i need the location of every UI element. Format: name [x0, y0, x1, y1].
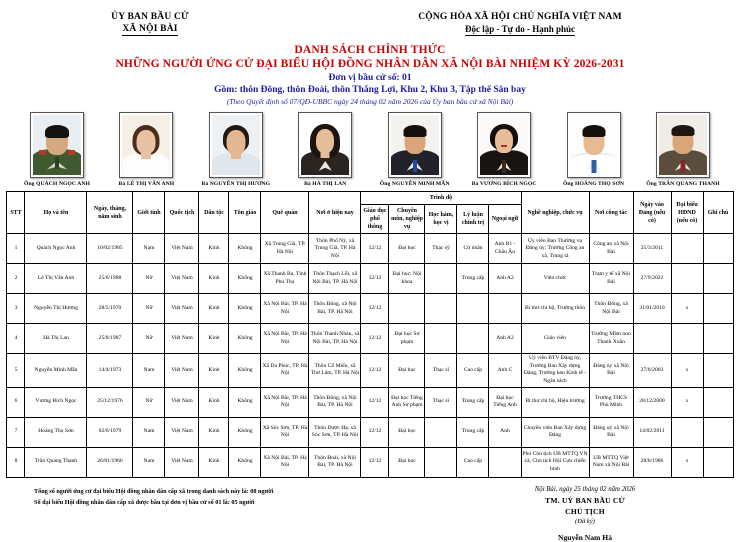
- cell-note: [703, 417, 733, 447]
- cell-gender: Nữ: [133, 387, 165, 417]
- photo-frame: [567, 112, 621, 178]
- cell-edu-degree: [425, 264, 457, 294]
- cell-edu-major: Đại học: [389, 447, 425, 477]
- cell-party-date: [633, 324, 671, 354]
- col-edu-politics: Lý luận chính trị: [457, 205, 489, 234]
- cell-edu-politics: Cử nhân: [457, 234, 489, 264]
- col-edu-general: Giáo dục phổ thông: [361, 205, 389, 234]
- cell-edu-language: [489, 294, 521, 324]
- col-dob: Ngày, tháng, năm sinh: [87, 192, 133, 234]
- cell-hdnd: [671, 417, 703, 447]
- cell-residence: Thôn Đông, xã Nội Bài, TP. Hà Nội: [309, 294, 361, 324]
- cell-nationality: Việt Nam: [165, 387, 199, 417]
- cell-occupation: Chuyên viên Ban Xây dựng Đảng: [521, 417, 589, 447]
- cell-workplace: Đảng ủy xã Nội Bài: [589, 354, 633, 387]
- cell-edu-general: 12/12: [361, 294, 389, 324]
- cell-party-date: 27/6/2003: [633, 354, 671, 387]
- cell-occupation: Ủy viên Ban Thường vụ Đảng ủy; Trưởng Công an xã, Trung tá: [521, 234, 589, 264]
- cell-edu-language: Anh B1 - Châu Âu: [489, 234, 521, 264]
- candidate-caption: Bà HÀ THỊ LAN: [304, 181, 347, 187]
- candidate-photo-1: [18, 112, 96, 187]
- cell-religion: Không: [229, 234, 261, 264]
- cell-edu-degree: Thạc sĩ: [425, 387, 457, 417]
- cell-edu-major: Đại học: [389, 354, 425, 387]
- cell-party-date: 28/12/2000: [633, 387, 671, 417]
- cell-hdnd: x: [671, 354, 703, 387]
- col-fullname: Họ và tên: [25, 192, 87, 234]
- photo-frame: [656, 112, 710, 178]
- candidate-photo-8: [644, 112, 722, 187]
- signed-marker: (Đã ký): [575, 517, 595, 525]
- col-occupation: Nghề nghiệp, chức vụ: [521, 192, 589, 234]
- photo-frame: [209, 112, 263, 178]
- cell-workplace: Trường THCS Phù Minh: [589, 387, 633, 417]
- cell-edu-degree: [425, 324, 457, 354]
- col-gender: Giới tính: [133, 192, 165, 234]
- cell-occupation: Giáo viên: [521, 324, 589, 354]
- cell-residence: Thôn Đông, xã Nội Bài, TP. Hà Nội: [309, 387, 361, 417]
- cell-edu-general: 12/12: [361, 264, 389, 294]
- cell-edu-language: Anh C: [489, 354, 521, 387]
- candidate-caption: Bà VƯƠNG BÍCH NGỌC: [471, 181, 537, 187]
- photo-frame: [30, 112, 84, 178]
- photo-frame: [477, 112, 531, 178]
- cell-residence: Thôn Thạch Lỗi, xã Nội Bài, TP. Hà Nội: [309, 264, 361, 294]
- cell-edu-degree: Thạc sĩ: [425, 354, 457, 387]
- cell-occupation: Viên chức: [521, 264, 589, 294]
- cell-hdnd: [671, 234, 703, 264]
- cell-note: [703, 354, 733, 387]
- candidate-caption: Ông QUÁCH NGỌC ANH: [24, 181, 90, 187]
- authority-line-2: XÃ NỘI BÀI: [122, 24, 178, 34]
- cell-occupation: Uỷ viên BTV Đảng ủy, Trưởng Ban Xây dựng Đảng, Trưởng ban Kinh tế - Ngân sách: [521, 354, 589, 387]
- candidate-photo-3: [197, 112, 275, 187]
- document-footer: [0, 478, 740, 542]
- candidate-caption: Ông HOÀNG THỌ SƠN: [562, 181, 625, 187]
- cell-nationality: Việt Nam: [165, 417, 199, 447]
- cell-edu-general: 12/12: [361, 324, 389, 354]
- cell-religion: Không: [229, 354, 261, 387]
- cell-stt: 5: [7, 354, 25, 387]
- document-header: [0, 0, 740, 36]
- cell-edu-language: Anh: [489, 417, 521, 447]
- col-group-education: Trình độ: [361, 192, 521, 205]
- title-line-1: DANH SÁCH CHÍNH THỨC: [294, 44, 446, 56]
- signer-name: Nguyễn Nam Hà: [557, 532, 612, 542]
- cell-edu-language: [489, 447, 521, 477]
- portrait-quach-ngoc-anh: [33, 115, 81, 175]
- cell-hometown: Xã Nội Bài, TP. Hà Nội: [261, 294, 309, 324]
- cell-edu-general: 12/12: [361, 234, 389, 264]
- cell-name: Vương Bích Ngọc: [25, 387, 87, 417]
- col-edu-degree: Học hàm, học vị: [425, 205, 457, 234]
- cell-note: [703, 447, 733, 477]
- cell-hometown: Xã Sóc Sơn, TP. Hà Nội: [261, 417, 309, 447]
- cell-stt: 3: [7, 294, 25, 324]
- col-party-date: Ngày vào Đảng (nếu có): [633, 192, 671, 234]
- col-religion: Tôn giáo: [229, 192, 261, 234]
- cell-name: Nguyễn Thị Hương: [25, 294, 87, 324]
- cell-hometown: Xã Thanh Ba, Tỉnh Phú Thọ: [261, 264, 309, 294]
- cell-name: Nguyễn Minh Mẫn: [25, 354, 87, 387]
- cell-occupation: Bí thư chi bộ, Trưởng thôn: [521, 294, 589, 324]
- cell-nationality: Việt Nam: [165, 324, 199, 354]
- cell-hometown: Xã Trung Giã, TP. Hà Nội: [261, 234, 309, 264]
- cell-gender: Nữ: [133, 324, 165, 354]
- cell-ethnicity: Kinh: [199, 324, 229, 354]
- cell-religion: Không: [229, 447, 261, 477]
- cell-stt: 6: [7, 387, 25, 417]
- col-hometown: Quê quán: [261, 192, 309, 234]
- cell-edu-major: Đại học Tiếng Anh Sư phạm: [389, 387, 425, 417]
- electoral-unit: Đơn vị bầu cử số: 01: [328, 73, 412, 83]
- cell-edu-politics: Trung cấp: [457, 417, 489, 447]
- cell-gender: Nam: [133, 234, 165, 264]
- cell-edu-degree: Thạc sỹ: [425, 234, 457, 264]
- cell-hometown: Xã Da Phúc, TP. Hà Nội: [261, 354, 309, 387]
- cell-party-date: 25/3/2011: [633, 234, 671, 264]
- cell-residence: Thôn Phố Nỷ, xã Trung Giã, TP. Hà Nội: [309, 234, 361, 264]
- cell-gender: Nam: [133, 447, 165, 477]
- col-edu-language: Ngoại ngữ: [489, 205, 521, 234]
- table-row: [7, 417, 733, 447]
- cell-hdnd: x: [671, 294, 703, 324]
- cell-edu-general: 12/12: [361, 447, 389, 477]
- cell-dob: 25/12/1976: [87, 387, 133, 417]
- title-block: [0, 44, 740, 106]
- cell-occupation: Phó Chủ tịch UB MTTQ VN xã, Chủ tịch Hội Cựu chiến binh: [521, 447, 589, 477]
- table-header-row-1: [7, 192, 733, 205]
- cell-hometown: Xã Nội Bài, TP. Hà Nội: [261, 447, 309, 477]
- col-nationality: Quốc tịch: [165, 192, 199, 234]
- cell-note: [703, 234, 733, 264]
- cell-gender: Nữ: [133, 294, 165, 324]
- total-candidates-line: Tổng số người ứng cử đại biểu Hội đồng nhân dân cấp xã trong danh sách này là: 08 người: [34, 487, 274, 495]
- candidate-photo-6: [465, 112, 543, 187]
- cell-ethnicity: Kinh: [199, 264, 229, 294]
- cell-edu-general: 12/12: [361, 417, 389, 447]
- cell-dob: 02/6/1979: [87, 417, 133, 447]
- cell-edu-politics: [457, 324, 489, 354]
- table-body: [7, 234, 733, 477]
- cell-religion: Không: [229, 417, 261, 447]
- col-residence: Nơi ở hiện nay: [309, 192, 361, 234]
- table-row: [7, 294, 733, 324]
- cell-dob: 14/4/1973: [87, 354, 133, 387]
- candidate-caption: Ông NGUYỄN MINH MẪN: [379, 181, 450, 187]
- cell-edu-major: Đại học: [389, 234, 425, 264]
- table-row: [7, 324, 733, 354]
- cell-ethnicity: Kinh: [199, 234, 229, 264]
- candidate-photo-7: [555, 112, 633, 187]
- cell-note: [703, 294, 733, 324]
- cell-nationality: Việt Nam: [165, 447, 199, 477]
- cell-workplace: Trạm y tế xã Nội Bài: [589, 264, 633, 294]
- cell-hdnd: x: [671, 447, 703, 477]
- issuing-authority: [0, 12, 300, 36]
- col-hdnd-delegate: Đại biểu HĐND (nếu có): [671, 192, 703, 234]
- col-workplace: Nơi công tác: [589, 192, 633, 234]
- national-heading: [300, 12, 740, 36]
- cell-hdnd: [671, 264, 703, 294]
- cell-stt: 8: [7, 447, 25, 477]
- cell-religion: Không: [229, 387, 261, 417]
- cell-party-date: 27/9/2022: [633, 264, 671, 294]
- decision-reference: (Theo Quyết định số 07/QĐ-UBBC ngày 24 tháng 02 năm 2026 của Ủy ban bầu cử xã Nội Bài): [226, 97, 514, 106]
- title-line-2: NHỮNG NGƯỜI ỨNG CỬ ĐẠI BIỂU HỘI ĐỒNG NHÂN DÂN XÃ NỘI BÀI NHIỆM KỲ 2026-2031: [115, 58, 625, 70]
- cell-hdnd: x: [671, 387, 703, 417]
- photo-frame: [298, 112, 352, 178]
- signing-organization: TM. UỶ BAN BẦU CỬ: [545, 495, 625, 505]
- cell-dob: 28/5/1970: [87, 294, 133, 324]
- candidate-caption: Ông TRẦN QUANG THANH: [646, 181, 720, 187]
- country-name: CỘNG HÒA XÃ HỘI CHỦ NGHĨA VIỆT NAM: [418, 12, 622, 22]
- cell-gender: Nam: [133, 354, 165, 387]
- candidate-caption: Bà NGUYỄN THỊ HƯƠNG: [201, 181, 271, 187]
- cell-religion: Không: [229, 324, 261, 354]
- cell-name: Trần Quang Thanh: [25, 447, 87, 477]
- cell-edu-politics: Trung cấp: [457, 264, 489, 294]
- cell-stt: 4: [7, 324, 25, 354]
- cell-edu-politics: [457, 294, 489, 324]
- cell-edu-politics: Trung cấp: [457, 387, 489, 417]
- cell-name: Hoàng Thọ Sơn: [25, 417, 87, 447]
- cell-edu-major: Đại học Sư phạm: [389, 324, 425, 354]
- cell-nationality: Việt Nam: [165, 264, 199, 294]
- cell-workplace: Đảng uỷ xã Nội Bài: [589, 417, 633, 447]
- place-and-date: Nội Bài, ngày 25 tháng 02 năm 2026: [534, 485, 636, 493]
- cell-ethnicity: Kinh: [199, 387, 229, 417]
- cell-hometown: Xã Nội Bài, TP. Hà Nội: [261, 387, 309, 417]
- cell-ethnicity: Kinh: [199, 447, 229, 477]
- candidate-caption: Bà LÊ THỊ VÂN ANH: [118, 181, 175, 187]
- signer-role: CHỦ TỊCH: [565, 506, 605, 516]
- cell-edu-general: 12/12: [361, 387, 389, 417]
- cell-dob: 25/6/1988: [87, 264, 133, 294]
- cell-nationality: Việt Nam: [165, 234, 199, 264]
- cell-edu-major: Đại học: [389, 417, 425, 447]
- cell-gender: Nữ: [133, 264, 165, 294]
- cell-religion: Không: [229, 294, 261, 324]
- national-motto: Độc lập - Tự do - Hạnh phúc: [464, 24, 575, 34]
- portrait-ha-thi-lan: [301, 115, 349, 175]
- cell-stt: 7: [7, 417, 25, 447]
- cell-edu-degree: [425, 417, 457, 447]
- cell-note: [703, 264, 733, 294]
- col-edu-major: Chuyên môn, nghiệp vụ: [389, 205, 425, 234]
- cell-hometown: Xã Nội Bài, TP. Hà Nội: [261, 324, 309, 354]
- cell-edu-major: Đại học: Nội khoa: [389, 264, 425, 294]
- cell-workplace: Công an xã Nội Bài: [589, 234, 633, 264]
- portrait-vuong-bich-ngoc: [480, 115, 528, 175]
- cell-gender: Nam: [133, 417, 165, 447]
- cell-name: Quách Ngọc Anh: [25, 234, 87, 264]
- col-ethnicity: Dân tộc: [199, 192, 229, 234]
- cell-edu-major: [389, 294, 425, 324]
- cell-dob: 10/02/1985: [87, 234, 133, 264]
- cell-ethnicity: Kinh: [199, 354, 229, 387]
- cell-residence: Thôn Dược Hạ, xã Sóc Sơn, TP. Hà Nội: [309, 417, 361, 447]
- cell-edu-language: Anh A2: [489, 264, 521, 294]
- cell-workplace: UB MTTQ Việt Nam xã Nội Bài: [589, 447, 633, 477]
- cell-nationality: Việt Nam: [165, 354, 199, 387]
- candidate-photo-row: [0, 106, 740, 187]
- cell-residence: Thôn Cổ Miếu, xã Thư Lâm, TP. Hà Nội: [309, 354, 361, 387]
- cell-edu-politics: Cao cấp: [457, 354, 489, 387]
- table-row: [7, 447, 733, 477]
- portrait-nguyen-minh-man: [391, 115, 439, 175]
- cell-name: Lê Thị Vân Anh: [25, 264, 87, 294]
- cell-workplace: Thôn Đông, xã Nội Bài: [589, 294, 633, 324]
- cell-dob: 25/8/1987: [87, 324, 133, 354]
- col-stt: STT: [7, 192, 25, 234]
- cell-residence: Thôn Đoài, xã Nội Bài, TP. Hà Nội: [309, 447, 361, 477]
- cell-ethnicity: Kinh: [199, 294, 229, 324]
- cell-edu-language: Đại học Tiếng Anh: [489, 387, 521, 417]
- candidate-photo-5: [376, 112, 454, 187]
- cell-party-date: 31/01/2010: [633, 294, 671, 324]
- cell-name: Hà Thị Lan: [25, 324, 87, 354]
- candidate-photo-2: [107, 112, 185, 187]
- table-row: [7, 234, 733, 264]
- summary-block: [0, 486, 430, 542]
- cell-edu-language: Anh A2: [489, 324, 521, 354]
- portrait-nguyen-thi-huong: [212, 115, 260, 175]
- cell-dob: 26/01/1966: [87, 447, 133, 477]
- photo-frame: [119, 112, 173, 178]
- cell-stt: 2: [7, 264, 25, 294]
- cell-residence: Thôn Thanh Nhàn, xã Nội Bài, TP. Hà Nội: [309, 324, 361, 354]
- cell-note: [703, 387, 733, 417]
- cell-hdnd: [671, 324, 703, 354]
- cell-edu-general: 12/12: [361, 354, 389, 387]
- photo-frame: [388, 112, 442, 178]
- cell-edu-degree: [425, 294, 457, 324]
- cell-religion: Không: [229, 264, 261, 294]
- table-row: [7, 387, 733, 417]
- portrait-tran-quang-thanh: [659, 115, 707, 175]
- cell-party-date: 14/02/2011: [633, 417, 671, 447]
- candidate-photo-4: [286, 112, 364, 187]
- cell-edu-politics: Cao cấp: [457, 447, 489, 477]
- portrait-le-thi-van-anh: [122, 115, 170, 175]
- cell-note: [703, 324, 733, 354]
- portrait-hoang-tho-son: [570, 115, 618, 175]
- cell-party-date: 28/6/1986: [633, 447, 671, 477]
- table-row: [7, 264, 733, 294]
- cell-edu-degree: [425, 447, 457, 477]
- cell-ethnicity: Kinh: [199, 417, 229, 447]
- electoral-scope: Gồm: thôn Đông, thôn Đoài, thôn Thắng Lợi, Khu 2, Khu 3, Tập thể Sân bay: [214, 85, 526, 95]
- seats-line: Số đại biểu Hội đồng nhân dân cấp xã được bầu tại đơn vị bầu cử số 01 là: 05 người: [34, 499, 255, 507]
- cell-stt: 1: [7, 234, 25, 264]
- cell-occupation: Bí thư chi bộ, Hiệu trưởng: [521, 387, 589, 417]
- authority-line-1: ỦY BAN BẦU CỬ: [111, 12, 189, 22]
- signature-block: [430, 486, 740, 542]
- candidate-table: [6, 191, 733, 478]
- table-row: [7, 354, 733, 387]
- col-note: Ghi chú: [703, 192, 733, 234]
- cell-workplace: Trường Mầm non Thanh Xuân: [589, 324, 633, 354]
- cell-nationality: Việt Nam: [165, 294, 199, 324]
